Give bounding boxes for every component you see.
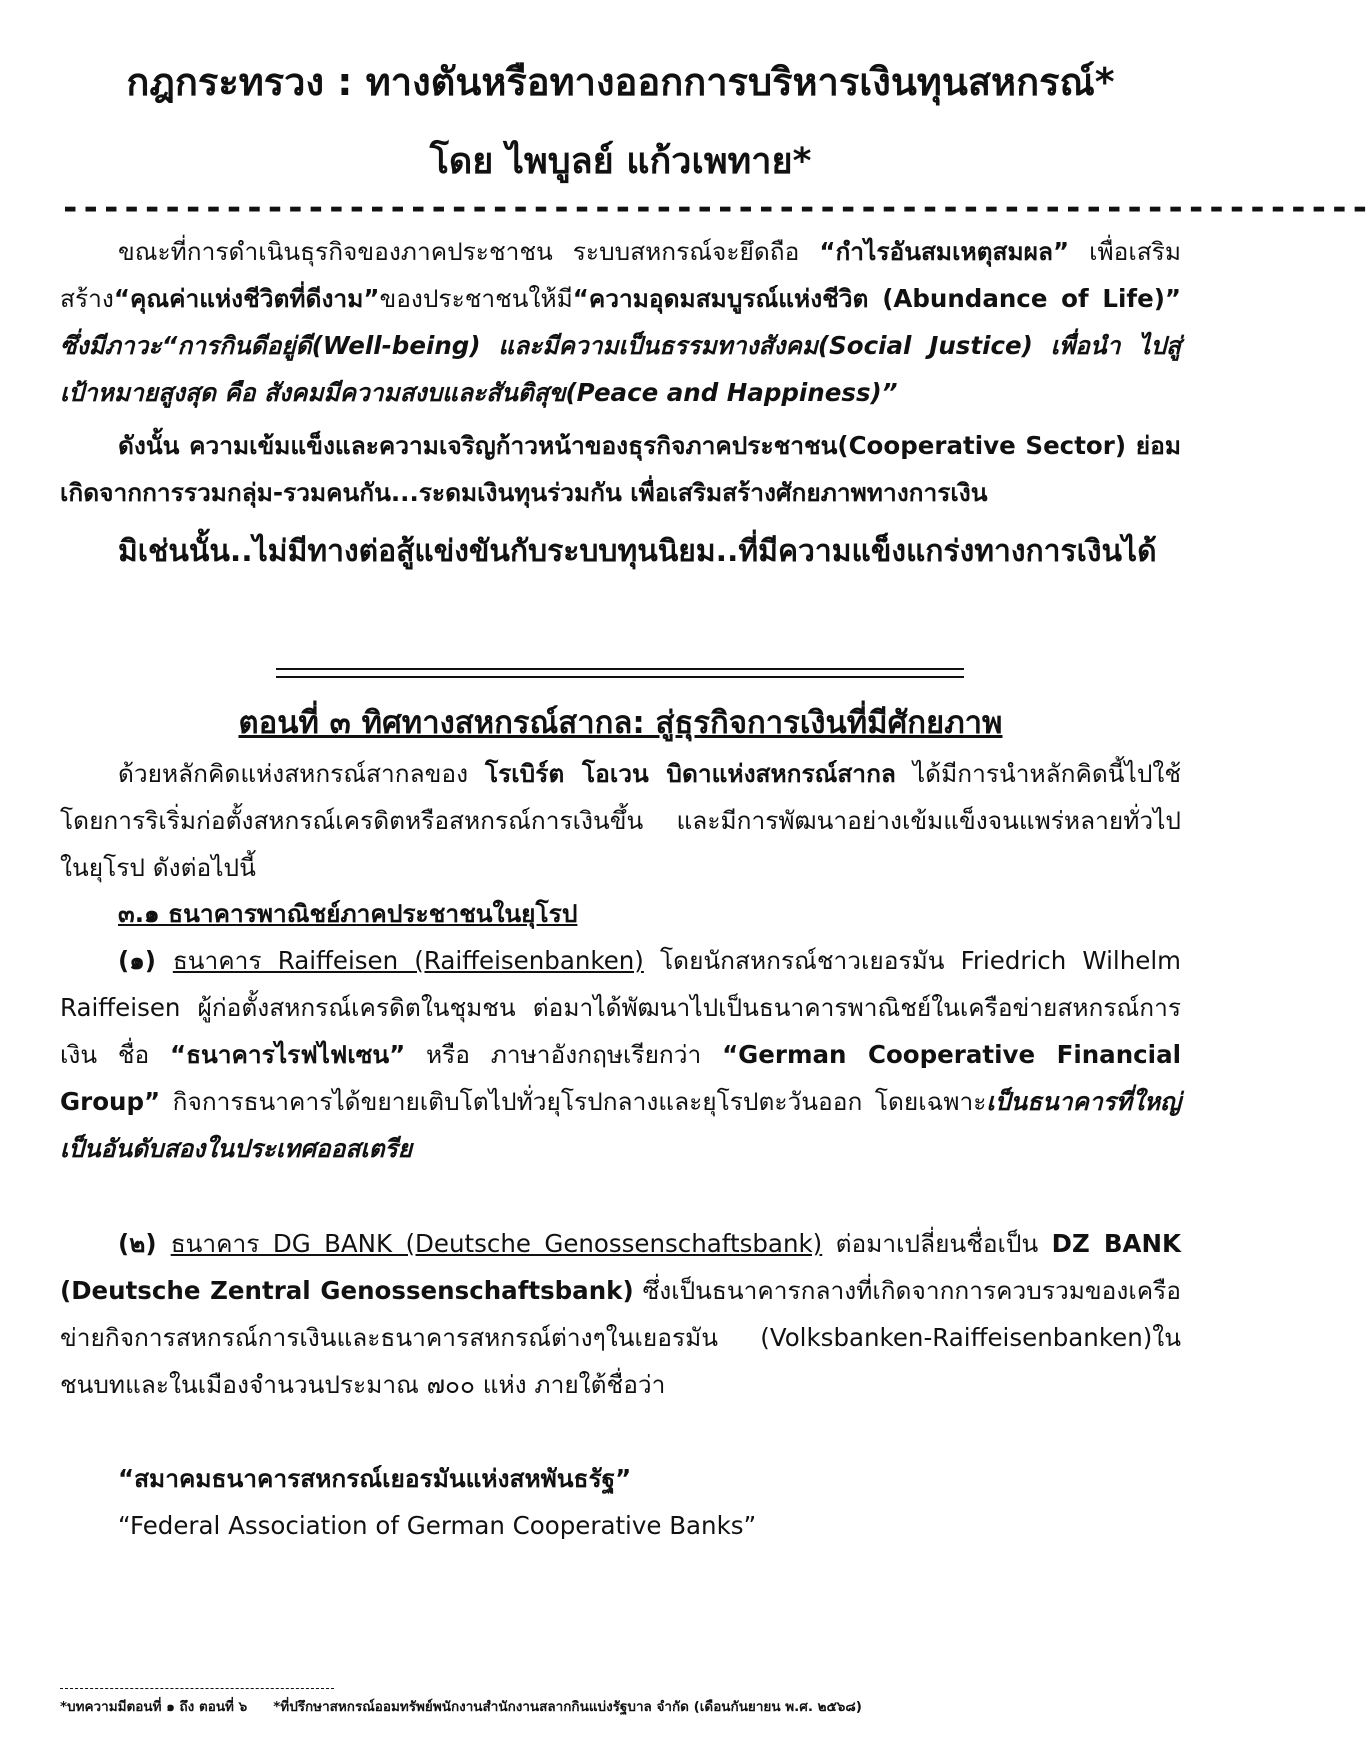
footnote-series: *บทความมีตอนที่ ๑ ถึง ตอนที่ ๖ bbox=[60, 1699, 248, 1715]
footnote-rule bbox=[60, 1688, 334, 1689]
section-divider-bottom bbox=[276, 676, 964, 678]
document-title: กฎกระทรวง : ทางตันหรือทางออกการบริหารเงินทุนสหกรณ์* bbox=[126, 60, 1115, 104]
quote-thai: “สมาคมธนาคารสหกรณ์เยอรมันแห่งสหพันธรัฐ” bbox=[118, 1464, 632, 1493]
item-dg-bank: (๒) ธนาคาร DG BANK (Deutsche Genossenschaftsbank) ต่อมาเปลี่ยนชื่อเป็น DZ BANK (Deutsche Zentral Genossenschaftsbank) ซึ่งเป็นธนาคารกลางที่เกิดจากการควบรวมของเครือข่ายกิจการสหกรณ์การเงินและธนาคารสหกรณ์ต่างๆในเยอรมัน (Volksbanken-Raiffeisenbanken)ในชนบทและในเมืองจำนวนประมาณ ๗๐๐ แห่ง ภายใต้ชื่อว่า bbox=[60, 1229, 1181, 1399]
title-divider: ---------------------------------------------------------------- bbox=[60, 188, 1370, 228]
section-heading: ตอนที่ ๓ ทิศทางสหกรณ์สากล: สู่ธุรกิจการเงินที่มีศักยภาพ bbox=[238, 705, 1003, 741]
bank-name-dg: ธนาคาร DG BANK (Deutsche Genossenschaftsbank) bbox=[170, 1229, 823, 1258]
subsection-heading: ๓.๑ ธนาคารพาณิชย์ภาคประชาชนในยุโรป bbox=[118, 899, 578, 928]
section-divider-top bbox=[276, 668, 964, 670]
quote-english: “Federal Association of German Cooperative Banks” bbox=[118, 1511, 757, 1540]
intro-paragraph-3: มิเช่นนั้น..ไม่มีทางต่อสู้แข่งขันกับระบบทุนนิยม..ที่มีความแข็งแกร่งทางการเงินได้ bbox=[118, 534, 1157, 569]
author-byline: โดย ไพบูลย์ แก้วเพทาย* bbox=[429, 141, 812, 182]
intro-paragraph-1: ขณะที่การดำเนินธุรกิจของภาคประชาชน ระบบสหกรณ์จะยึดถือ “กำไรอันสมเหตุสมผล” เพื่อเสริมสร้าง“คุณค่าแห่งชีวิตที่ดีงาม”ของประชาชนให้มี“ความอุดมสมบูรณ์แห่งชีวิต (Abundance of Life)” ซึ่งมีภาวะ“การกินดีอยู่ดี(Well-being) และมีความเป็นธรรมทางสังคม(Social Justice) เพื่อนำ ไปสู่เป้าหมายสูงสุด คือ สังคมมีความสงบและสันติสุข(Peace and Happiness)” bbox=[60, 237, 1181, 407]
bank-name-raiffeisen: ธนาคาร Raiffeisen (Raiffeisenbanken) bbox=[172, 946, 644, 975]
item-raiffeisen: (๑) ธนาคาร Raiffeisen (Raiffeisenbanken) โดยนักสหกรณ์ชาวเยอรมัน Friedrich Wilhelm Raiffeisen ผู้ก่อตั้งสหกรณ์เครดิตในชุมชน ต่อมาได้พัฒนาไปเป็นธนาคารพาณิชย์ในเครือข่ายสหกรณ์การเงิน ชื่อ “ธนาคารไรฟไฟเซน” หรือ ภาษาอังกฤษเรียกว่า “German Cooperative Financial Group” กิจการธนาคารได้ขยายเติบโตไปทั่วยุโรปกลางและยุโรปตะวันออก โดยเฉพาะเป็นธนาคารที่ใหญ่เป็นอันดับสองในประเทศออสเตรีย bbox=[60, 946, 1182, 1163]
intro-paragraph-2: ดังนั้น ความเข้มแข็งและความเจริญก้าวหน้าของธุรกิจภาคประชาชน(Cooperative Sector) ย่อมเกิดจากการรวมกลุ่ม-รวมคนกัน...ระดมเงินทุนร่วมกัน เพื่อเสริมสร้างศักยภาพทางการเงิน bbox=[60, 431, 1181, 507]
footnote-author: *ที่ปรึกษาสหกรณ์ออมทรัพย์พนักงานสำนักงานสลากกินแบ่งรัฐบาล จำกัด (เดือนกันยายน พ.ศ. ๒๕๖๘) bbox=[273, 1699, 862, 1715]
section-intro-paragraph: ด้วยหลักคิดแห่งสหกรณ์สากลของ โรเบิร์ต โอเวน บิดาแห่งสหกรณ์สากล ได้มีการนำหลักคิดนี้ไปใช้ โดยการริเริ่มก่อตั้งสหกรณ์เครดิตหรือสหกรณ์การเงินขึ้น และมีการพัฒนาอย่างเข้มแข็งจนแพร่หลายทั่วไปในยุโรป ดังต่อไปนี้ bbox=[60, 759, 1182, 882]
footnote bbox=[60, 1696, 1181, 1718]
